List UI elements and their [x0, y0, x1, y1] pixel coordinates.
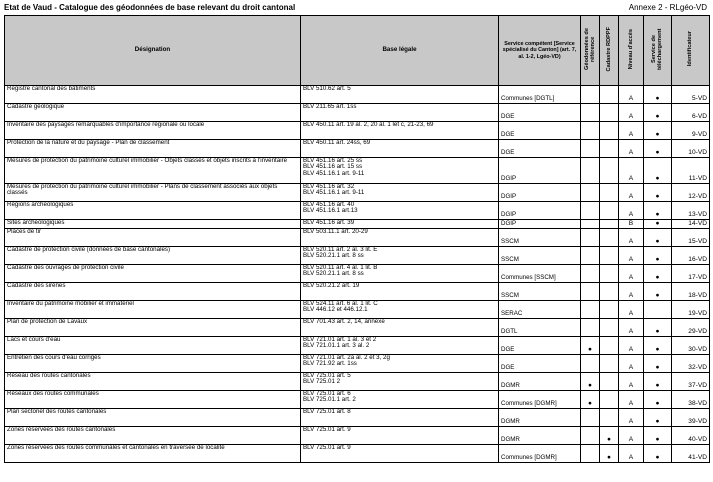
- column-header-niveau-acces: Niveau d'accès: [619, 16, 644, 86]
- cell-designation: Mesures de protection du patrimoine culturel immobilier - Objets classés et objets inscrits à l'inventaire: [5, 157, 301, 183]
- cell-service: DGIP: [499, 183, 581, 201]
- cell-cadastre-rdppf: [600, 157, 619, 183]
- column-header-identificateur: Identificateur: [672, 16, 710, 86]
- cell-cadastre-rdppf: [600, 85, 619, 103]
- cell-service: DGMR: [499, 408, 581, 426]
- cell-base-legale: [301, 300, 499, 318]
- base-legale-line: BLV 725.01 2: [303, 378, 341, 386]
- cell-geodonnees-reference: [581, 444, 600, 462]
- table-row: [5, 354, 710, 372]
- cell-geodonnees-reference: [581, 228, 600, 246]
- cell-cadastre-rdppf: [600, 139, 619, 157]
- cell-niveau-acces: A: [619, 300, 644, 318]
- table-row: [5, 139, 710, 157]
- cell-cadastre-rdppf: [600, 183, 619, 201]
- cell-cadastre-rdppf: [600, 264, 619, 282]
- cell-geodonnees-reference: [581, 103, 600, 121]
- cell-base-legale: [301, 103, 499, 121]
- base-legale-line: BLV 451.16.1 art.13: [303, 207, 358, 215]
- cell-cadastre-rdppf: [600, 228, 619, 246]
- cell-telechargement: ●: [644, 282, 672, 300]
- cell-geodonnees-reference: [581, 219, 600, 228]
- cell-geodonnees-reference: [581, 183, 600, 201]
- cell-niveau-acces: A: [619, 282, 644, 300]
- table-row: [5, 183, 710, 201]
- cell-identificateur: 12-VD: [672, 183, 710, 201]
- cell-identificateur: 18-VD: [672, 282, 710, 300]
- column-header-service-telechargement: Service de téléchargement: [644, 16, 672, 86]
- cell-telechargement: ●: [644, 121, 672, 139]
- base-legale-line: BLV 721.01 art. 1 al. 3 et 2: [303, 336, 377, 343]
- table-row: [5, 219, 710, 228]
- cell-telechargement: ●: [644, 336, 672, 354]
- cell-designation: Entretien des cours d'eau corrigés: [5, 354, 301, 372]
- cell-niveau-acces: B: [619, 219, 644, 228]
- cell-cadastre-rdppf: [600, 318, 619, 336]
- cell-designation: Protection de la nature et du paysage - Plan de classement: [5, 139, 301, 157]
- table-row: [5, 444, 710, 462]
- base-legale-line: BLV 725.01 art. 9: [303, 444, 351, 451]
- cell-identificateur: 13-VD: [672, 201, 710, 219]
- cell-base-legale: [301, 282, 499, 300]
- cell-cadastre-rdppf: [600, 408, 619, 426]
- cell-designation: Lacs et cours d'eau: [5, 336, 301, 354]
- cell-geodonnees-reference: [581, 300, 600, 318]
- cell-service: DGMR: [499, 426, 581, 444]
- cell-geodonnees-reference: [581, 85, 600, 103]
- cell-telechargement: ●: [644, 228, 672, 246]
- cell-service: DGE: [499, 139, 581, 157]
- cell-geodonnees-reference: [581, 121, 600, 139]
- cell-geodonnees-reference: [581, 157, 600, 183]
- cell-telechargement: ●: [644, 201, 672, 219]
- table-row: [5, 157, 710, 183]
- cell-telechargement: ●: [644, 85, 672, 103]
- base-legale-line: BLV 510.62 art. 5: [303, 85, 351, 92]
- cell-niveau-acces: A: [619, 85, 644, 103]
- cell-designation: Registre cantonal des bâtiments: [5, 85, 301, 103]
- table-row: [5, 372, 710, 390]
- cell-designation: Réseaux des routes communales: [5, 390, 301, 408]
- cell-base-legale: [301, 219, 499, 228]
- base-legale-line: BLV 451.16.1 art. 9-11: [303, 169, 365, 177]
- cell-base-legale: [301, 318, 499, 336]
- cell-cadastre-rdppf: [600, 201, 619, 219]
- base-legale-line: BLV 211.65 art. 1ss: [303, 103, 357, 110]
- base-legale-line: BLV 721.01.1 art. 3 al. 2: [303, 342, 370, 350]
- cell-niveau-acces: A: [619, 228, 644, 246]
- cell-niveau-acces: A: [619, 354, 644, 372]
- cell-geodonnees-reference: [581, 354, 600, 372]
- cell-designation: Places de tir: [5, 228, 301, 246]
- cell-designation: Cadastre des sirènes: [5, 282, 301, 300]
- cell-designation: Réseau des routes cantonales: [5, 372, 301, 390]
- cell-designation: Régions archéologiques: [5, 201, 301, 219]
- cell-identificateur: 17-VD: [672, 264, 710, 282]
- cell-niveau-acces: A: [619, 336, 644, 354]
- cell-service: DGE: [499, 354, 581, 372]
- cell-service: DGE: [499, 336, 581, 354]
- cell-base-legale: [301, 228, 499, 246]
- cell-identificateur: 14-VD: [672, 219, 710, 228]
- cell-base-legale: [301, 444, 499, 462]
- base-legale-line: BLV 520.21.1 art. 8 ss: [303, 270, 364, 278]
- column-header-designation: Désignation: [5, 16, 301, 86]
- cell-niveau-acces: A: [619, 157, 644, 183]
- table-header-row: [5, 16, 710, 86]
- cell-geodonnees-reference: ●: [581, 390, 600, 408]
- table-row: [5, 246, 710, 264]
- base-legale-line: BLV 725.01 art. 8: [303, 408, 351, 415]
- cell-geodonnees-reference: ●: [581, 336, 600, 354]
- cell-base-legale: [301, 354, 499, 372]
- cell-niveau-acces: A: [619, 444, 644, 462]
- cell-cadastre-rdppf: [600, 336, 619, 354]
- cell-base-legale: [301, 157, 499, 183]
- cell-identificateur: 29-VD: [672, 318, 710, 336]
- cell-identificateur: 41-VD: [672, 444, 710, 462]
- cell-service: Communes [DGMR]: [499, 390, 581, 408]
- cell-niveau-acces: A: [619, 183, 644, 201]
- cell-niveau-acces: A: [619, 201, 644, 219]
- column-header-base-legale: Base légale: [301, 16, 499, 86]
- cell-service: SSCM: [499, 228, 581, 246]
- cell-niveau-acces: A: [619, 318, 644, 336]
- cell-telechargement: ●: [644, 103, 672, 121]
- cell-identificateur: 5-VD: [672, 85, 710, 103]
- cell-designation: Mesures de protection du patrimoine culturel immobilier - Plans de classement associés aux objets classés: [5, 183, 301, 201]
- cell-niveau-acces: A: [619, 121, 644, 139]
- cell-identificateur: 16-VD: [672, 246, 710, 264]
- cell-cadastre-rdppf: [600, 282, 619, 300]
- base-legale-line: BLV 451.16.1 art. 9-11: [303, 189, 365, 197]
- cell-cadastre-rdppf: [600, 121, 619, 139]
- base-legale-line: BLV 725.01 art. 6: [303, 390, 351, 397]
- table-row: [5, 121, 710, 139]
- cell-geodonnees-reference: [581, 282, 600, 300]
- cell-telechargement: ●: [644, 157, 672, 183]
- table-row: [5, 201, 710, 219]
- cell-cadastre-rdppf: ●: [600, 444, 619, 462]
- cell-base-legale: [301, 85, 499, 103]
- cell-telechargement: ●: [644, 139, 672, 157]
- base-legale-line: BLV 725.01 art. 5: [303, 372, 351, 379]
- cell-designation: Inventaire du patrimoine mobilier et immatériel: [5, 300, 301, 318]
- cell-identificateur: 9-VD: [672, 121, 710, 139]
- cell-cadastre-rdppf: ●: [600, 426, 619, 444]
- cell-telechargement: ●: [644, 219, 672, 228]
- table-row: [5, 264, 710, 282]
- cell-designation: Inventaire des paysages remarquables d'importance régionale ou locale: [5, 121, 301, 139]
- base-legale-line: BLV 520.11 art. 4 al. 1 lit. B: [303, 264, 378, 271]
- cell-telechargement: ●: [644, 408, 672, 426]
- table-row: [5, 282, 710, 300]
- cell-telechargement: ●: [644, 183, 672, 201]
- document-title: Etat de Vaud - Catalogue des géodonnées de base relevant du droit cantonal: [4, 3, 296, 12]
- cell-base-legale: [301, 183, 499, 201]
- cell-geodonnees-reference: [581, 139, 600, 157]
- cell-service: SSCM: [499, 282, 581, 300]
- base-legale-line: BLV 451.16 art. 32: [303, 183, 355, 190]
- cell-cadastre-rdppf: [600, 300, 619, 318]
- cell-identificateur: 6-VD: [672, 103, 710, 121]
- cell-service: DGTL: [499, 318, 581, 336]
- cell-service: DGMR: [499, 372, 581, 390]
- base-legale-line: BLV 446.12 et 446.12.1: [303, 306, 368, 314]
- cell-cadastre-rdppf: [600, 372, 619, 390]
- cell-niveau-acces: A: [619, 372, 644, 390]
- cell-base-legale: [301, 139, 499, 157]
- cell-identificateur: 37-VD: [672, 372, 710, 390]
- cell-cadastre-rdppf: [600, 390, 619, 408]
- table-row: [5, 408, 710, 426]
- cell-service: SERAC: [499, 300, 581, 318]
- cell-base-legale: [301, 336, 499, 354]
- cell-identificateur: 11-VD: [672, 157, 710, 183]
- table-row: [5, 390, 710, 408]
- cell-geodonnees-reference: [581, 246, 600, 264]
- base-legale-line: BLV 451.16 art. 39: [303, 219, 355, 226]
- cell-niveau-acces: A: [619, 139, 644, 157]
- table-row: [5, 228, 710, 246]
- cell-base-legale: [301, 246, 499, 264]
- cell-telechargement: ●: [644, 354, 672, 372]
- cell-service: DGIP: [499, 157, 581, 183]
- cell-base-legale: [301, 201, 499, 219]
- cell-telechargement: ●: [644, 444, 672, 462]
- cell-base-legale: [301, 264, 499, 282]
- geodata-catalogue-table: [4, 15, 710, 463]
- base-legale-line: BLV 503.11.1 art. 20-29: [303, 228, 368, 235]
- cell-base-legale: [301, 390, 499, 408]
- base-legale-line: BLV 451.16 art. 40: [303, 201, 355, 208]
- base-legale-line: BLV 520.21.2 art. 19: [303, 282, 360, 289]
- cell-telechargement: [644, 300, 672, 318]
- table-row: [5, 426, 710, 444]
- base-legale-line: BLV 721.01 art. 2a al. 2 et 3, 2g: [303, 354, 390, 361]
- cell-designation: Cadastre géologique: [5, 103, 301, 121]
- cell-designation: Cadastre des ouvrages de protection civile: [5, 264, 301, 282]
- base-legale-line: BLV 524.11 art. 6 al. 1 lit. C: [303, 300, 378, 307]
- cell-identificateur: 39-VD: [672, 408, 710, 426]
- cell-base-legale: [301, 408, 499, 426]
- cell-designation: Zones réservées des routes cantonales: [5, 426, 301, 444]
- table-row: [5, 336, 710, 354]
- cell-telechargement: ●: [644, 318, 672, 336]
- table-body: [5, 85, 710, 462]
- cell-cadastre-rdppf: [600, 219, 619, 228]
- cell-niveau-acces: A: [619, 390, 644, 408]
- cell-base-legale: [301, 426, 499, 444]
- cell-designation: Plan de protection de Lavaux: [5, 318, 301, 336]
- base-legale-line: BLV 721.92 art. 1ss: [303, 360, 357, 368]
- cell-service: DGIP: [499, 201, 581, 219]
- base-legale-line: BLV 520.11 art. 2 al. 3 lit. E: [303, 246, 378, 253]
- column-header-cadastre-rdppf: Cadastre RDPPF: [600, 16, 619, 86]
- cell-identificateur: 38-VD: [672, 390, 710, 408]
- cell-geodonnees-reference: [581, 264, 600, 282]
- cell-niveau-acces: A: [619, 408, 644, 426]
- base-legale-line: BLV 450.11 art. 24ss, 69: [303, 139, 371, 146]
- cell-cadastre-rdppf: [600, 354, 619, 372]
- cell-service: Communes [DGMR]: [499, 444, 581, 462]
- cell-service: Communes [DGTL]: [499, 85, 581, 103]
- cell-geodonnees-reference: [581, 426, 600, 444]
- cell-telechargement: ●: [644, 426, 672, 444]
- cell-geodonnees-reference: [581, 318, 600, 336]
- cell-geodonnees-reference: [581, 408, 600, 426]
- cell-identificateur: 32-VD: [672, 354, 710, 372]
- base-legale-line: BLV 725.01.1 art. 2: [303, 396, 356, 404]
- table-row: [5, 318, 710, 336]
- cell-niveau-acces: A: [619, 103, 644, 121]
- page-header: [4, 2, 709, 14]
- column-header-service: Service compétent [Service spécialisé du Canton] (art. 7, al. 1-2, Lgéo-VD): [499, 16, 581, 86]
- cell-designation: Plan sectoriel des routes cantonales: [5, 408, 301, 426]
- cell-identificateur: 15-VD: [672, 228, 710, 246]
- cell-telechargement: ●: [644, 246, 672, 264]
- annex-label: Annexe 2 - RLgéo-VD: [628, 3, 707, 12]
- base-legale-line: BLV 725.01 art. 9: [303, 426, 351, 433]
- cell-service: Communes [SSCM]: [499, 264, 581, 282]
- table-row: [5, 300, 710, 318]
- base-legale-line: BLV 701.43 art. 2, 14, annexe: [303, 318, 385, 325]
- cell-designation: Zones réservées des routes communales et cantonales en traversée de localité: [5, 444, 301, 462]
- cell-telechargement: ●: [644, 390, 672, 408]
- cell-designation: Cadastre de protection civile (données de base cantonales): [5, 246, 301, 264]
- cell-geodonnees-reference: ●: [581, 372, 600, 390]
- cell-identificateur: 40-VD: [672, 426, 710, 444]
- cell-telechargement: ●: [644, 372, 672, 390]
- base-legale-line: BLV 451.16 art. 15 ss: [303, 163, 363, 171]
- cell-service: DGE: [499, 103, 581, 121]
- cell-niveau-acces: A: [619, 426, 644, 444]
- column-header-geodonnees-reference: Géodonnées de référence: [581, 16, 600, 86]
- cell-base-legale: [301, 372, 499, 390]
- cell-cadastre-rdppf: [600, 246, 619, 264]
- cell-identificateur: 30-VD: [672, 336, 710, 354]
- cell-identificateur: 10-VD: [672, 139, 710, 157]
- table-row: [5, 103, 710, 121]
- cell-designation: Sites archéologiques: [5, 219, 301, 228]
- cell-cadastre-rdppf: [600, 103, 619, 121]
- cell-base-legale: [301, 121, 499, 139]
- cell-identificateur: 19-VD: [672, 300, 710, 318]
- base-legale-line: BLV 450.11 art. 19 al. 2, 20 al. 1 let c, 21-23, 69: [303, 121, 434, 128]
- table-row: [5, 85, 710, 103]
- base-legale-line: BLV 451.16 art. 25 ss: [303, 157, 363, 164]
- cell-service: DGE: [499, 121, 581, 139]
- cell-niveau-acces: A: [619, 264, 644, 282]
- cell-niveau-acces: A: [619, 246, 644, 264]
- cell-geodonnees-reference: [581, 201, 600, 219]
- cell-service: DGIP: [499, 219, 581, 228]
- base-legale-line: BLV 520.21.1 art. 8 ss: [303, 252, 364, 260]
- cell-service: SSCM: [499, 246, 581, 264]
- cell-telechargement: ●: [644, 264, 672, 282]
